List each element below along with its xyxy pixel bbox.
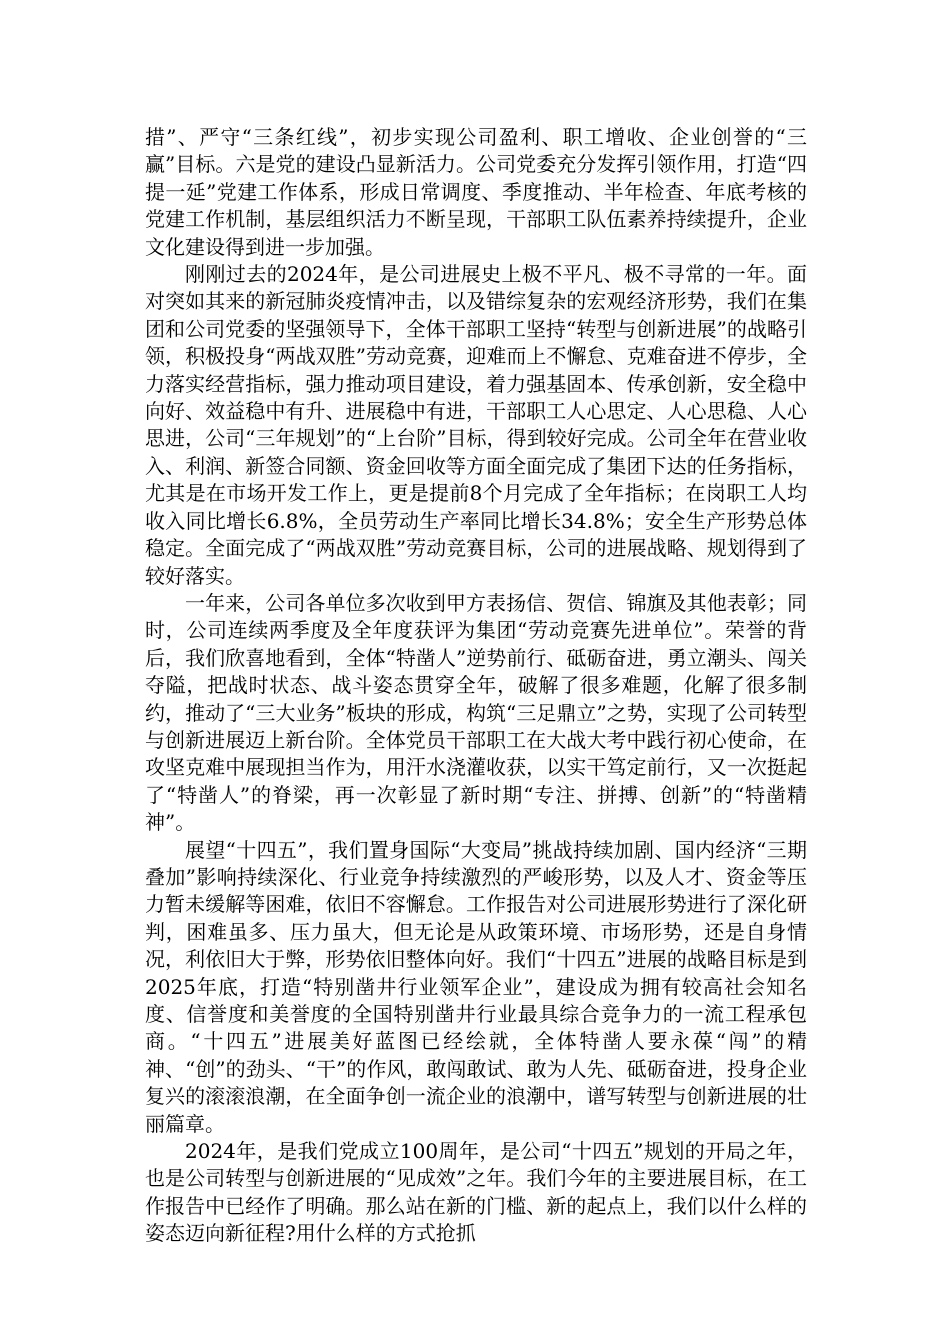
paragraph-3: 一年来，公司各单位多次收到甲方表扬信、贺信、锦旗及其他表彰；同时，公司连续两季度及全年度获评为集团“劳动竞赛先进单位”。荣誉的背后，我们欣喜地看到，全体“特凿人”逆势前行、砥砺奋进，勇立潮头、闯关夺隘，把战时状态、战斗姿态贯穿全年，破解了很多难题，化解了很多制约，推动了“三大业务”板块的形成，构筑“三足鼎立”之势，实现了公司转型与创新进展迈上新台阶。全体党员干部职工在大战大考中践行初心使命，在攻坚克难中展现担当作为，用汗水浇灌收获，以实干笃定前行，又一次挺起了“特凿人”的脊梁，再一次彰显了新时期“专注、拼搏、创新”的“特凿精神”。 xyxy=(145,590,807,835)
paragraph-4: 展望“十四五”，我们置身国际“大变局”挑战持续加剧、国内经济“三期叠加”影响持续深化、行业竞争持续激烈的严峻形势，以及人才、资金等压力暂未缓解等困难，依旧不容懈怠。工作报告对公司进展形势进行了深化研判，困难虽多、压力虽大，但无论是从政策环境、市场形势，还是自身情况，利依旧大于弊，形势依旧整体向好。我们“十四五”进展的战略目标是到2025年底，打造“特别凿井行业领军企业”，建设成为拥有较高社会知名度、信誉度和美誉度的全国特别凿井行业最具综合竞争力的一流工程承包商。“十四五”进展美好蓝图已经绘就，全体特凿人要永葆“闯”的精神、“创”的劲头、“干”的作风，敢闯敢试、敢为人先、砥砺奋进，投身企业复兴的滚滚浪潮，在全面争创一流企业的浪潮中，谱写转型与创新进展的壮丽篇章。 xyxy=(145,837,807,1136)
paragraph-5: 2024年，是我们党成立100周年，是公司“十四五”规划的开局之年，也是公司转型与创新进展的“见成效”之年。我们今年的主要进展目标，在工作报告中已经作了明确。那么站在新的门槛、新的起点上，我们以什么样的姿态迈向新征程?用什么样的方式抢抓 xyxy=(145,1139,807,1246)
paragraph-1: 措”、严守“三条红线”，初步实现公司盈利、职工增收、企业创誉的“三赢”目标。六是党的建设凸显新活力。公司党委充分发挥引领作用，打造“四提一延”党建工作体系，形成日常调度、季度推动、半年检查、年底考核的党建工作机制，基层组织活力不断呈现，干部职工队伍素养持续提升，企业文化建设得到进一步加强。 xyxy=(145,125,807,259)
document-page xyxy=(145,124,807,1248)
paragraph-2: 刚刚过去的2024年，是公司进展史上极不平凡、极不寻常的一年。面对突如其来的新冠肺炎疫情冲击，以及错综复杂的宏观经济形势，我们在集团和公司党委的坚强领导下，全体干部职工坚持“转型与创新进展”的战略引领，积极投身“两战双胜”劳动竞赛，迎难而上不懈怠、克难奋进不停步，全力落实经营指标，强力推动项目建设，着力强基固本、传承创新，安全稳中向好、效益稳中有升、进展稳中有进，干部职工人心思定、人心思稳、人心思进，公司“三年规划”的“上台阶”目标，得到较好完成。公司全年在营业收入、利润、新签合同额、资金回收等方面全面完成了集团下达的任务指标，尤其是在市场开发工作上，更是提前8个月完成了全年指标；在岗职工人均收入同比增长6.8%，全员劳动生产率同比增长34.8%；安全生产形势总体稳定。全面完成了“两战双胜”劳动竞赛目标，公司的进展战略、规划得到了较好落实。 xyxy=(145,262,807,588)
